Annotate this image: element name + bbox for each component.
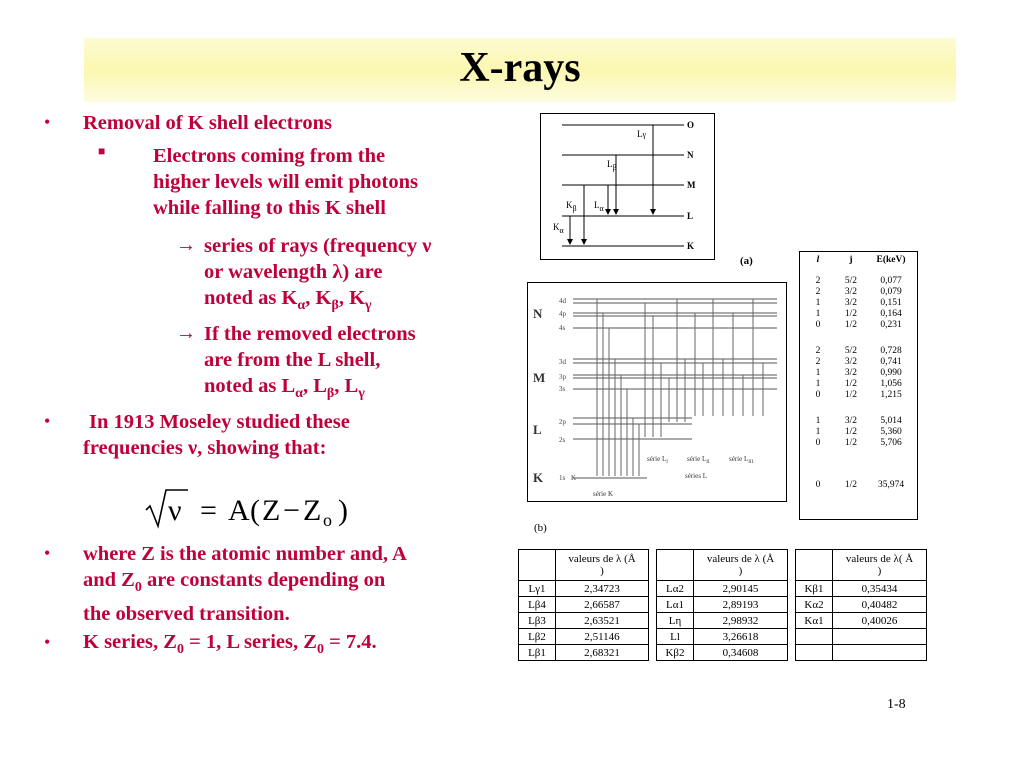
wavelength-value-cell: 0,40026 xyxy=(833,613,927,629)
line-name-cell xyxy=(796,645,833,661)
energy-level-diagram-b xyxy=(527,282,787,502)
energy-row xyxy=(799,357,915,368)
moseley-formula xyxy=(140,486,390,530)
formula-equals: = xyxy=(200,494,217,527)
line-name-cell: Lβ1 xyxy=(519,645,556,661)
shell-n: N xyxy=(533,306,543,321)
series-label-k: série K xyxy=(593,490,614,498)
formula-subscript: o xyxy=(323,510,332,530)
energy-table-content xyxy=(799,252,915,518)
sub-bullet-line: Electrons coming from the xyxy=(153,145,386,167)
text: ) xyxy=(877,565,882,577)
header-valeurs xyxy=(556,550,649,581)
sub-bullet-line: while falling to this K shell xyxy=(153,197,386,219)
formula-minus: − xyxy=(283,494,300,527)
subscript: γ xyxy=(358,386,365,402)
table-row xyxy=(796,597,927,613)
label-sub: α xyxy=(599,204,604,213)
energy-row xyxy=(799,320,915,331)
energy-cell: 1,056 xyxy=(880,379,902,389)
table-row xyxy=(519,613,649,629)
corner-cell xyxy=(796,550,833,581)
table-row xyxy=(657,597,788,613)
line-name-cell: Kα1 xyxy=(796,613,833,629)
text: , L xyxy=(302,375,327,397)
wavelength-value-cell: 2,63521 xyxy=(556,613,649,629)
text: ) are xyxy=(342,261,383,283)
shell-label-m: M xyxy=(687,180,696,190)
table-row xyxy=(796,581,927,597)
energy-cell: 1,215 xyxy=(880,390,902,400)
energy-cell: 0,077 xyxy=(880,276,902,286)
energy-cell: 0 xyxy=(815,390,821,400)
text: K series, Z xyxy=(83,631,177,653)
energy-row xyxy=(799,276,915,287)
series-label-l2: série L xyxy=(687,455,707,463)
energy-row xyxy=(799,368,915,379)
text: = 1, L series, Z xyxy=(183,631,317,653)
label: L xyxy=(607,159,613,169)
slide-number: 1-8 xyxy=(887,697,906,712)
arrow-bullet-icon: → xyxy=(176,322,196,344)
table-row xyxy=(519,629,649,645)
line-name-cell: Kβ1 xyxy=(796,581,833,597)
sub-bullet-line: higher levels will emit photons xyxy=(153,171,418,193)
text: valeurs de xyxy=(568,553,616,565)
energy-cell: 1/2 xyxy=(844,379,858,389)
header-valeurs xyxy=(694,550,788,581)
sub-bullet-electrons xyxy=(153,143,418,221)
bullet-dot: • xyxy=(44,632,51,652)
bullet-dot: • xyxy=(44,411,51,431)
energy-level-diagram-a xyxy=(540,113,715,260)
wavelength-value-cell: 2,68321 xyxy=(556,645,649,661)
wavelength-value-cell: 2,90145 xyxy=(694,581,788,597)
line-name-cell: Lα2 xyxy=(657,581,694,597)
table-row xyxy=(796,613,927,629)
shell-k: K xyxy=(533,470,544,485)
line-name-cell: Kα2 xyxy=(796,597,833,613)
text: where Z is the atomic number and, A xyxy=(83,543,407,565)
label: K xyxy=(553,222,560,232)
text: or wavelength xyxy=(204,261,333,283)
energy-cell: 1/2 xyxy=(844,320,858,330)
energy-cell: 1/2 xyxy=(844,309,858,319)
bullet-where-z xyxy=(83,541,407,627)
energy-cell: 1 xyxy=(815,368,821,378)
subscript: 0 xyxy=(176,642,184,658)
label: K xyxy=(566,200,573,210)
label-sub: γ xyxy=(642,130,647,139)
text: and Z xyxy=(83,569,135,591)
energy-row xyxy=(799,287,915,298)
subscript: 0 xyxy=(316,642,324,658)
subscript: β xyxy=(326,386,335,402)
energy-cell: 2 xyxy=(815,276,821,286)
corner-cell xyxy=(657,550,694,581)
formula-z: Z xyxy=(262,494,281,527)
energy-cell: 5/2 xyxy=(844,346,858,356)
label-sub: β xyxy=(612,163,617,172)
series-label-l1: série L xyxy=(647,455,667,463)
diagram-a-caption: (a) xyxy=(740,255,753,267)
energy-cell: 1/2 xyxy=(844,427,858,437)
line-name-cell: Lη xyxy=(657,613,694,629)
table-row xyxy=(657,613,788,629)
energy-cell: 0,741 xyxy=(880,357,902,367)
table-row xyxy=(657,581,788,597)
header-valeurs xyxy=(833,550,927,581)
energy-cell: 3/2 xyxy=(844,287,858,297)
text: frequencies xyxy=(83,437,188,459)
energy-row xyxy=(799,298,915,309)
wavelength-value-cell: 0,34608 xyxy=(694,645,788,661)
series-sub-3: III xyxy=(748,460,754,465)
energy-cell: 1 xyxy=(815,427,821,437)
shell-label-l: L xyxy=(687,211,694,221)
wavelength-value-cell xyxy=(833,645,927,661)
subshell-1s: 1s xyxy=(559,474,566,482)
energy-cell: 5,706 xyxy=(880,438,902,448)
line-name-cell: Ll xyxy=(657,629,694,645)
bullet-dot: • xyxy=(44,112,51,132)
bullet-dot: • xyxy=(44,543,51,563)
text: If the removed electrons xyxy=(204,323,416,345)
energy-cell: 3/2 xyxy=(844,298,858,308)
energy-cell: 0,164 xyxy=(880,309,902,319)
title-band xyxy=(84,38,956,102)
energy-row xyxy=(799,438,915,449)
text: = 7.4. xyxy=(323,631,377,653)
line-name-cell: Lβ4 xyxy=(519,597,556,613)
formula-z0: Z xyxy=(303,494,322,527)
text: series of rays (frequency xyxy=(204,235,423,257)
energy-cell: 3/2 xyxy=(844,416,858,426)
text: noted as L xyxy=(204,375,296,397)
line-name-cell: Lβ2 xyxy=(519,629,556,645)
subshell-2s: 2s xyxy=(559,436,566,444)
text: ) xyxy=(738,565,743,577)
label-sub: β xyxy=(572,204,577,213)
text: (Å xyxy=(759,553,775,565)
formula-a: A xyxy=(228,494,250,527)
shell-m: M xyxy=(533,370,546,385)
formula-nu: ν xyxy=(168,494,182,527)
corner-cell xyxy=(519,550,556,581)
nu-symbol: ν xyxy=(422,235,432,257)
bullet-moseley xyxy=(83,409,350,461)
energy-cell: 0 xyxy=(815,438,821,448)
wavelength-value-cell: 0,35434 xyxy=(833,581,927,597)
energy-cell: 2 xyxy=(815,287,821,297)
energy-cell: 1 xyxy=(815,379,821,389)
square-bullet: ■ xyxy=(98,144,106,158)
slide-title: X-rays xyxy=(459,45,581,91)
lambda: λ xyxy=(754,553,760,565)
subscript: 0 xyxy=(134,580,142,596)
text: are from the L shell, xyxy=(204,349,381,371)
text: , K xyxy=(305,287,332,309)
energy-cell: 1 xyxy=(815,309,821,319)
text: , K xyxy=(338,287,366,309)
subscript: β xyxy=(331,298,339,314)
wavelength-table-3 xyxy=(795,549,927,661)
shell-label-o: O xyxy=(687,120,695,130)
energy-row xyxy=(799,346,915,357)
energy-cell: 0,151 xyxy=(880,298,902,308)
lambda: λ xyxy=(615,553,622,565)
svg-text:Lγ xyxy=(637,129,647,139)
energy-row xyxy=(799,309,915,320)
energy-cell: 2 xyxy=(815,346,821,356)
shell-label-k: K xyxy=(687,241,695,251)
series-label-l: séries L xyxy=(685,472,707,480)
series-sub-1: I xyxy=(666,460,668,465)
subshell-4s: 4s xyxy=(559,324,566,332)
formula-rparen: ) xyxy=(338,494,348,527)
series-sub-2: II xyxy=(706,460,710,465)
energy-cell: 1 xyxy=(815,416,821,426)
nu-symbol: ν xyxy=(187,437,198,459)
line-name-cell xyxy=(796,629,833,645)
subshell-k: K xyxy=(571,474,577,482)
wavelength-value-cell: 2,89193 xyxy=(694,597,788,613)
shell-label-n: N xyxy=(687,150,694,160)
energy-cell: 5/2 xyxy=(844,276,858,286)
wavelength-value-cell xyxy=(833,629,927,645)
energy-cell: 3/2 xyxy=(844,368,858,378)
subshell-4p: 4p xyxy=(559,310,566,318)
label-sub: α xyxy=(559,226,564,235)
energy-cell: 3/2 xyxy=(844,357,858,367)
text: , L xyxy=(334,375,359,397)
formula-lparen: ( xyxy=(250,494,260,527)
label: L xyxy=(594,200,600,210)
table-row xyxy=(796,645,927,661)
energy-cell: 0,079 xyxy=(880,287,902,297)
header-l: l xyxy=(816,255,820,265)
header-e: E(keV) xyxy=(876,255,906,265)
lambda-symbol: λ xyxy=(332,261,343,283)
energy-row xyxy=(799,427,915,438)
line-name-cell: Lα1 xyxy=(657,597,694,613)
text: In 1913 Moseley studied these xyxy=(89,411,350,433)
table-row xyxy=(796,629,927,645)
bullet-k-series xyxy=(83,629,377,663)
diagram-b-caption: (b) xyxy=(534,522,547,534)
arrow-bullet-l-shell xyxy=(204,321,416,407)
lambda: λ xyxy=(893,553,899,565)
line-name-cell: Lγ1 xyxy=(519,581,556,597)
subshell-3d: 3d xyxy=(559,358,566,366)
energy-cell: 0 xyxy=(815,320,821,330)
text: valeurs de xyxy=(706,553,755,565)
wavelength-value-cell: 2,98932 xyxy=(694,613,788,629)
text: are constants depending on xyxy=(141,569,386,591)
energy-cell: 1/2 xyxy=(844,480,858,490)
table-row xyxy=(519,645,649,661)
subscript: α xyxy=(297,298,306,314)
energy-cell: 0,231 xyxy=(880,320,902,330)
subshell-4d: 4d xyxy=(559,297,566,305)
arrow-bullet-icon: → xyxy=(176,234,196,256)
table-row xyxy=(519,597,649,613)
energy-cell: 5,360 xyxy=(880,427,902,437)
table-row xyxy=(519,581,649,597)
subscript: γ xyxy=(365,298,372,314)
energy-cell: 0 xyxy=(815,480,821,490)
text: ) xyxy=(600,565,604,577)
energy-cell: 5,014 xyxy=(880,416,902,426)
energy-row xyxy=(799,390,915,401)
wavelength-value-cell: 2,34723 xyxy=(556,581,649,597)
subscript: α xyxy=(295,386,303,402)
wavelength-value-cell: 0,40482 xyxy=(833,597,927,613)
bullet-removal-k-shell: Removal of K shell electrons xyxy=(83,112,332,134)
wavelength-table-1 xyxy=(518,549,649,661)
energy-cell: 1 xyxy=(815,298,821,308)
table-row xyxy=(657,629,788,645)
energy-cell: 0,990 xyxy=(880,368,902,378)
energy-cell: 0,728 xyxy=(880,346,902,356)
label: L xyxy=(637,129,643,139)
energy-row xyxy=(799,480,915,491)
energy-row xyxy=(799,416,915,427)
text: valeurs de xyxy=(845,553,894,565)
wavelength-value-cell: 2,66587 xyxy=(556,597,649,613)
text: (Å xyxy=(621,553,636,565)
wavelength-table-2 xyxy=(656,549,788,661)
text: noted as K xyxy=(204,287,298,309)
energy-cell: 1/2 xyxy=(844,390,858,400)
energy-row xyxy=(799,379,915,390)
subshell-3p: 3p xyxy=(559,373,566,381)
line-name-cell: Kβ2 xyxy=(657,645,694,661)
arrow-bullet-series xyxy=(204,233,431,319)
wavelength-value-cell: 2,51146 xyxy=(556,629,649,645)
wavelength-value-cell: 3,26618 xyxy=(694,629,788,645)
energy-cell: 1/2 xyxy=(844,438,858,448)
shell-l: L xyxy=(533,422,542,437)
line-name-cell: Lβ3 xyxy=(519,613,556,629)
series-label-l3: série L xyxy=(729,455,749,463)
header-j: j xyxy=(849,255,853,265)
subshell-3s: 3s xyxy=(559,385,566,393)
subshell-2p: 2p xyxy=(559,418,566,426)
text: ( Å xyxy=(898,553,914,565)
text: , showing that: xyxy=(197,437,327,459)
table-row xyxy=(657,645,788,661)
energy-cell: 2 xyxy=(815,357,821,367)
energy-cell: 35,974 xyxy=(877,480,905,490)
text: the observed transition. xyxy=(83,603,290,626)
